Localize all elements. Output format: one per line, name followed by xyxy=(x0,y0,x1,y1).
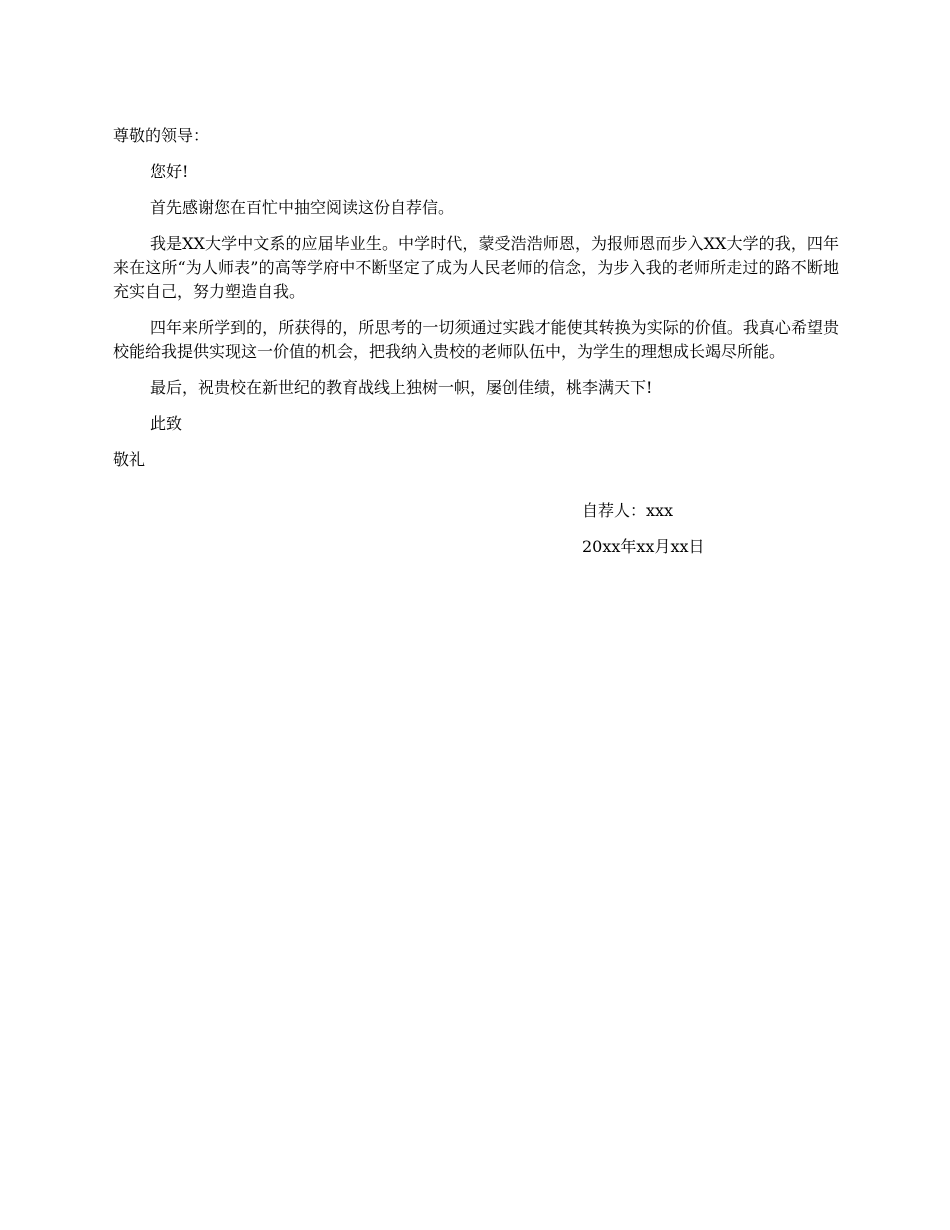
paragraph-aspiration: 四年来所学到的，所获得的，所思考的一切须通过实践才能使其转换为实际的价值。我真心希望贵校能给我提供实现这一价值的机会，把我纳入贵校的老师队伍中，为学生的理想成长竭尽所能。 xyxy=(113,318,839,361)
letter-date: 20xx年xx月xx日 xyxy=(582,537,705,556)
greeting: 您好! xyxy=(150,162,189,181)
closing-salute: 敬礼 xyxy=(113,450,146,469)
closing-phrase: 此致 xyxy=(150,414,183,433)
signature-block xyxy=(582,499,705,571)
paragraph-wishes: 最后，祝贵校在新世纪的教育战线上独树一帜，屡创佳绩，桃李满天下! xyxy=(150,378,653,397)
paragraph-introduction: 我是XX大学中文系的应届毕业生。中学时代，蒙受浩浩师恩，为报师恩而步入XX大学的我，四年来在这所“为人师表”的高等学府中不断坚定了成为人民老师的信念，为步入我的老师所走过的路不断地充实自己，努力塑造自我。 xyxy=(113,234,839,301)
paragraph-thanks: 首先感谢您在百忙中抽空阅读这份自荐信。 xyxy=(150,198,455,217)
signer-name: 自荐人：xxx xyxy=(582,501,674,520)
letter-body xyxy=(113,124,839,484)
salutation: 尊敬的领导： xyxy=(113,126,210,145)
